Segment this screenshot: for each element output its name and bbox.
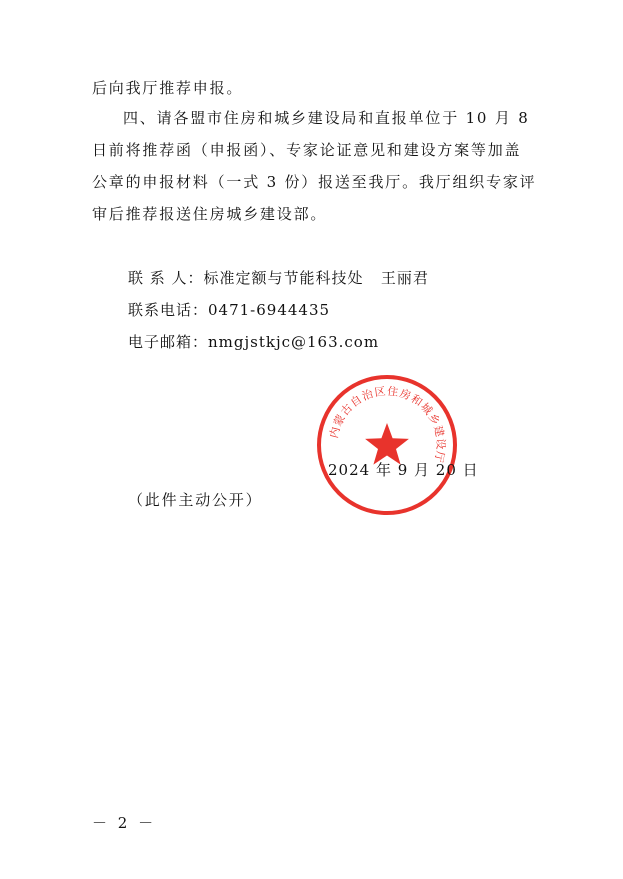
- body-line-5: 审后推荐报送住房城乡建设部。: [92, 205, 328, 223]
- seal-text: 内蒙古自治区住房和城乡建设厅: [327, 384, 448, 465]
- public-notice: （此件主动公开）: [128, 491, 263, 509]
- body-line-2: 四、请各盟市住房和城乡建设局和直报单位于 10 月 8: [123, 109, 530, 127]
- contact-email: 电子邮箱：nmgjstkjc@163.com: [128, 333, 380, 351]
- official-seal: [315, 373, 459, 517]
- issue-date: 2024 年 9 月 20 日: [328, 461, 479, 479]
- body-line-3: 日前将推荐函（申报函）、专家论证意见和建设方案等加盖: [92, 141, 522, 159]
- contact-phone: 联系电话：0471-6944435: [128, 301, 331, 319]
- body-line-4: 公章的申报材料（一式 3 份）报送至我厅。我厅组织专家评: [92, 173, 537, 191]
- star-icon: [365, 423, 409, 465]
- contact-person: 联 系 人：标准定额与节能科技处 王丽君: [128, 269, 429, 287]
- body-line-1: 后向我厅推荐申报。: [92, 79, 244, 97]
- page-number: － 2 －: [92, 814, 157, 832]
